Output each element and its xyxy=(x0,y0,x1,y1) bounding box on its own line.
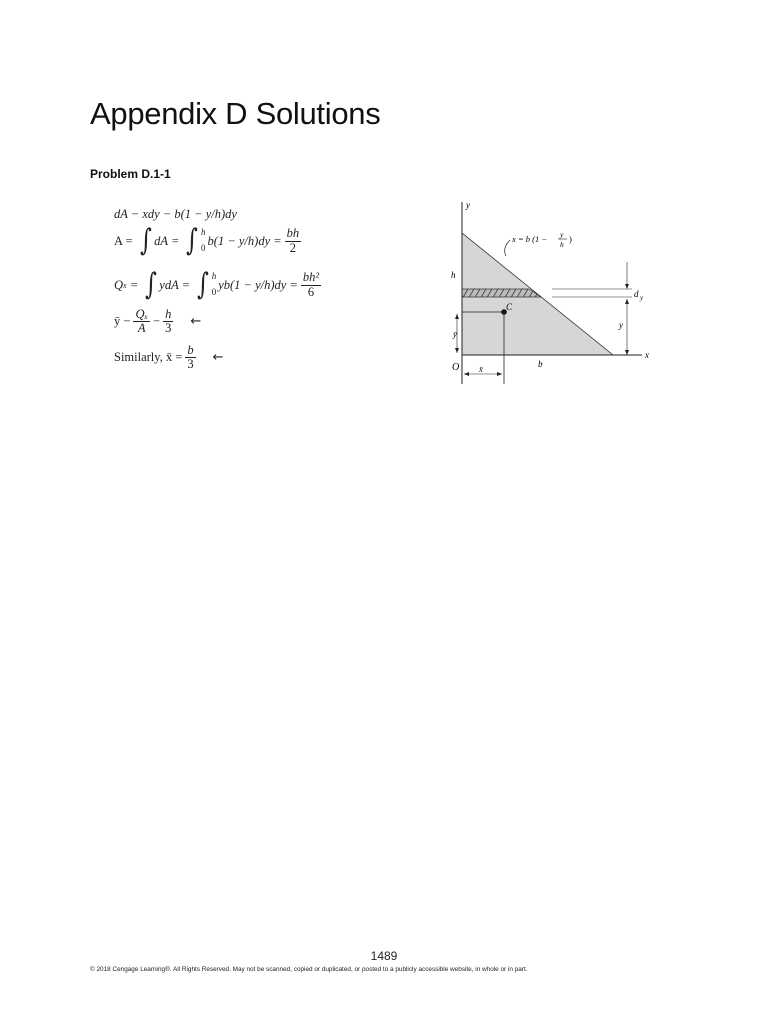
curve-eq-numerator: y xyxy=(560,230,564,239)
equation-line-5 xyxy=(114,344,224,371)
fraction xyxy=(285,227,302,254)
equation-2-lhs: A = xyxy=(114,233,133,248)
ybar-label: ȳ xyxy=(453,329,457,339)
equation-2-integrand-b: b(1 − y/h)dy = xyxy=(207,233,282,248)
integral-limits xyxy=(201,228,206,254)
triangle-diagram xyxy=(442,198,662,388)
equation-3-lhs: Q xyxy=(114,277,124,292)
numerator: b xyxy=(187,343,194,357)
equation-1-text: dA − xdy − b(1 − y/h)dy xyxy=(114,207,237,221)
fraction xyxy=(301,271,321,298)
page-title: Appendix D Solutions xyxy=(90,96,381,131)
arrowhead-icon xyxy=(625,350,629,355)
integral-limits xyxy=(212,272,217,298)
curve-eq-denominator: h xyxy=(560,240,564,249)
lower-limit: 0 xyxy=(211,287,217,297)
integral-icon: ∫ xyxy=(144,267,157,302)
arrowhead-icon xyxy=(455,348,459,353)
equation-3-integrand-b: yb(1 − y/h)dy = xyxy=(218,277,298,292)
fraction xyxy=(133,308,150,335)
equation-4-lhs: ȳ − xyxy=(114,314,131,329)
equals-sign: = xyxy=(130,277,138,292)
equation-5-lhs: Similarly, x̄ = xyxy=(114,350,183,365)
arrowhead-icon xyxy=(464,372,469,376)
left-arrow-icon: ← xyxy=(190,314,202,330)
numerator: Qₓ xyxy=(135,307,149,321)
problem-label: Problem D.1-1 xyxy=(90,167,171,181)
arrowhead-icon xyxy=(497,372,502,376)
page-number: 1489 xyxy=(370,949,398,963)
integral-icon: ∫ xyxy=(197,267,209,302)
height-label: h xyxy=(451,270,456,280)
arrowhead-icon xyxy=(625,299,629,304)
equation-line-2 xyxy=(114,223,304,258)
hatched-strip xyxy=(462,289,541,297)
integral-icon: ∫ xyxy=(139,223,152,258)
fraction xyxy=(163,308,173,335)
integral-icon: ∫ xyxy=(186,223,199,258)
minus-sign: − xyxy=(153,314,161,329)
upper-limit: h xyxy=(201,227,206,238)
denominator: 3 xyxy=(165,321,172,336)
copyright-notice: © 2018 Cengage Learning®. All Rights Reserved. May not be scanned, copied or duplicated, or posted to a publicly accessible website, in whole or in part. xyxy=(90,966,528,973)
fraction xyxy=(185,344,195,371)
left-arrow-icon: ← xyxy=(212,350,224,366)
strip-subscript: y xyxy=(640,294,644,302)
numerator: bh² xyxy=(302,270,320,285)
centroid-label: C xyxy=(506,302,513,312)
equation-2-integrand-a: dA = xyxy=(154,233,180,248)
x-axis-label: x xyxy=(645,350,649,360)
arrowhead-icon xyxy=(625,284,629,289)
equation-line-1 xyxy=(114,207,237,222)
numerator: bh xyxy=(286,226,300,241)
numerator: h xyxy=(165,307,172,321)
y-dimension-label: y xyxy=(619,320,623,330)
denominator: A xyxy=(137,321,146,336)
denominator: 2 xyxy=(289,240,297,255)
y-axis-label: y xyxy=(466,200,470,210)
lower-limit: 0 xyxy=(201,243,206,253)
curve-equation-label: x = b (1 − xyxy=(512,234,548,244)
equation-3-integrand-a: ydA = xyxy=(159,277,191,292)
xbar-label: x̄ xyxy=(479,364,483,374)
denominator: 6 xyxy=(307,284,315,299)
curve-eq-close: ) xyxy=(569,234,572,244)
equation-line-4 xyxy=(114,308,201,335)
arrowhead-icon xyxy=(455,314,459,319)
strip-label: d xyxy=(634,289,639,299)
base-label: b xyxy=(538,359,543,369)
origin-label: O xyxy=(452,362,460,373)
curve-leader-line xyxy=(505,240,510,256)
equation-3-subscript: x xyxy=(123,280,127,290)
equation-line-3 xyxy=(114,267,324,302)
denominator: 3 xyxy=(187,357,194,372)
upper-limit: h xyxy=(211,271,217,282)
